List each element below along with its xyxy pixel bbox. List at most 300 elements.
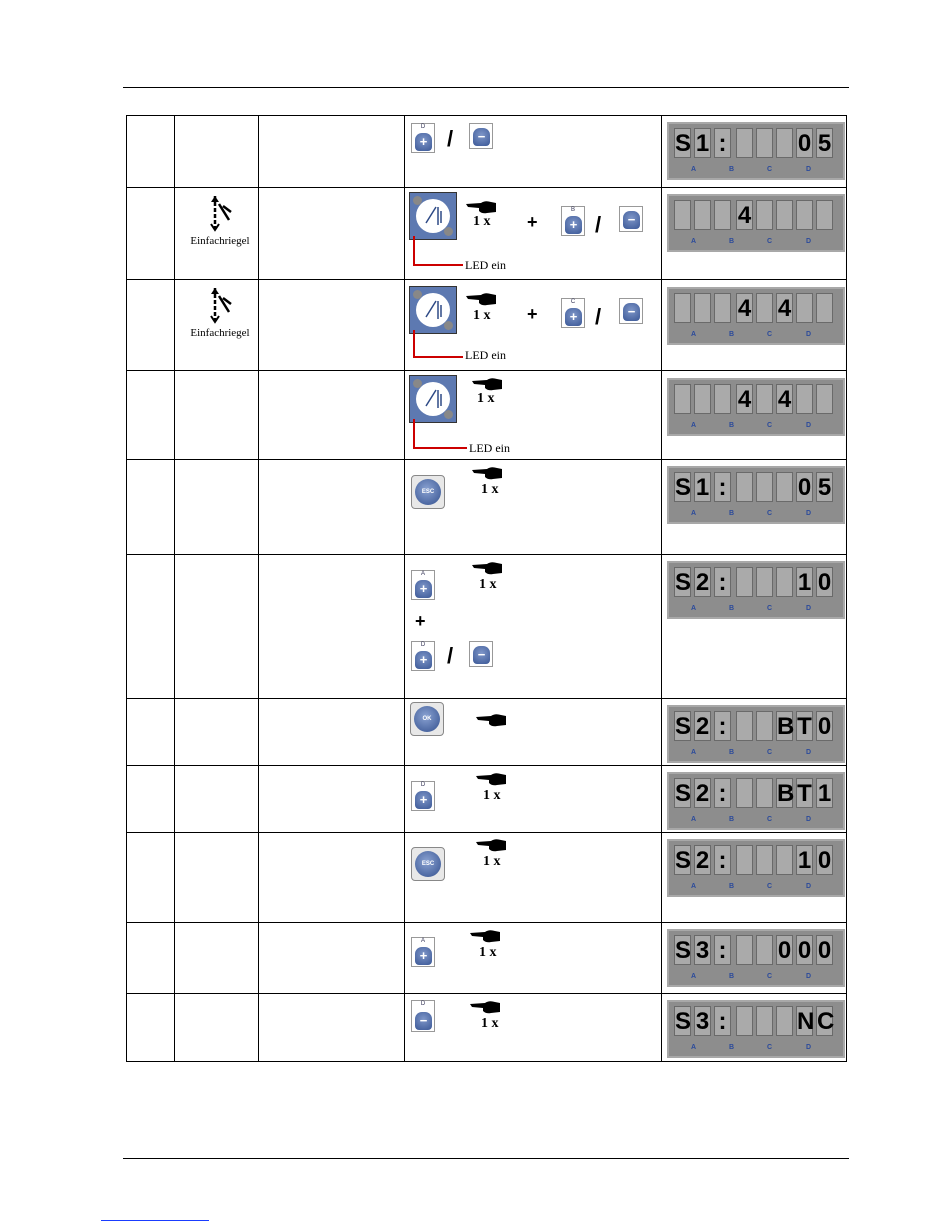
lcd-digit [756, 567, 773, 597]
action-cell [405, 994, 662, 1062]
cell-content [175, 833, 258, 922]
symbol-cell [175, 188, 259, 280]
cell-content [259, 555, 404, 698]
slash-sign: / [595, 212, 602, 237]
press-count: 1 x [481, 482, 499, 497]
lcd-digit [714, 293, 731, 323]
lcd-column-label: A [691, 973, 697, 980]
cell-content [175, 460, 258, 554]
footer-rule [123, 1158, 849, 1159]
pointing-hand-icon [475, 838, 507, 852]
step-number-cell [127, 371, 175, 460]
lcd-digit: 4 [777, 295, 792, 322]
lcd-digit: S [675, 130, 692, 157]
lcd-column-label: A [691, 1044, 697, 1051]
cell-content [662, 371, 846, 459]
pointing-hand-icon [469, 1000, 501, 1014]
cell-content [405, 555, 661, 698]
lcd-digit: 4 [777, 386, 792, 413]
lcd-digit: T [797, 713, 812, 740]
lcd-digit: : [714, 935, 731, 965]
display-cell [662, 833, 847, 923]
step-number-cell [127, 555, 175, 699]
lcd-digit: S [675, 847, 692, 874]
bartack-icon [205, 194, 235, 232]
minus-key-icon[interactable] [469, 123, 493, 149]
lcd-column-label: A [691, 749, 697, 756]
lcd-digit [796, 384, 813, 414]
lcd-column-label: B [729, 166, 735, 173]
lcd-column-label: A [691, 238, 697, 245]
lcd-column-labels [669, 422, 843, 434]
cell-content [662, 188, 846, 279]
lcd-display [667, 122, 845, 180]
esc-key-icon[interactable] [411, 847, 445, 881]
lcd-digit: 1 [695, 474, 710, 501]
lcd-digit: S [675, 1008, 692, 1035]
display-cell [662, 188, 847, 280]
action-cell [405, 555, 662, 699]
cell-content [405, 994, 661, 1061]
table-row [127, 699, 847, 766]
lcd-column-label: C [767, 331, 773, 338]
cell-content [175, 923, 258, 993]
cell-content [662, 994, 846, 1061]
lcd-digit [694, 384, 711, 414]
lcd-digit: : [714, 128, 731, 158]
cell-content [405, 833, 661, 922]
symbol-cell [175, 116, 259, 188]
plus-key-icon[interactable] [411, 570, 435, 600]
einfachriegel-symbol [181, 286, 259, 339]
lcd-digit [816, 200, 833, 230]
key-cap: + [415, 133, 432, 151]
lcd-digit: : [714, 567, 731, 597]
lcd-column-labels [669, 238, 843, 250]
lcd-display [667, 561, 845, 619]
symbol-cell [175, 555, 259, 699]
lcd-column-label: A [691, 510, 697, 517]
lcd-digit [776, 128, 793, 158]
display-cell [662, 460, 847, 555]
lcd-display [667, 1000, 845, 1058]
key-cap: − [623, 303, 640, 321]
slash-sign: / [595, 304, 602, 329]
lcd-column-label: C [767, 973, 773, 980]
cell-content [127, 766, 174, 832]
cell-content [662, 699, 846, 765]
action-cell [405, 766, 662, 833]
display-cell [662, 555, 847, 699]
lcd-digit: 2 [695, 780, 710, 807]
cell-content [175, 116, 258, 187]
lcd-column-label: B [729, 510, 735, 517]
footer-link-underline [101, 1220, 209, 1221]
cell-content [127, 923, 174, 993]
cell-content [662, 280, 846, 370]
lcd-digit: 0 [817, 713, 832, 740]
lcd-digit: S [675, 474, 692, 501]
action-cell [405, 833, 662, 923]
key-cap: + [415, 580, 432, 598]
lcd-column-label: D [806, 816, 812, 823]
press-count: 1 x [479, 577, 497, 592]
table-row [127, 371, 847, 460]
lcd-digit [756, 200, 773, 230]
description-cell [259, 699, 405, 766]
pointing-hand-icon [465, 200, 497, 214]
lcd-column-label: D [806, 422, 812, 429]
lcd-digit [796, 293, 813, 323]
lcd-display [667, 287, 845, 345]
lcd-digit [736, 845, 753, 875]
lcd-column-label: D [806, 973, 812, 980]
lcd-column-label: B [729, 422, 735, 429]
key-letter: D [420, 642, 426, 648]
lcd-digit [756, 778, 773, 808]
key-cap: + [565, 308, 582, 326]
plus-key-icon[interactable] [561, 206, 585, 236]
lcd-column-label: B [729, 749, 735, 756]
symbol-cell [175, 460, 259, 555]
key-letter: B [570, 207, 575, 213]
lcd-column-label: A [691, 816, 697, 823]
cell-content [127, 280, 174, 370]
lcd-digit: : [714, 845, 731, 875]
plus-key-icon[interactable] [411, 781, 435, 811]
lcd-digit [714, 384, 731, 414]
lcd-digit: 2 [695, 569, 710, 596]
plus-key-icon[interactable] [411, 937, 435, 967]
step-number-cell [127, 116, 175, 188]
lcd-digit: T [797, 780, 812, 807]
minus-key-icon[interactable] [469, 641, 493, 667]
lcd-column-label: A [691, 422, 697, 429]
lcd-column-label: B [729, 331, 735, 338]
lcd-digit: 2 [695, 847, 710, 874]
lcd-digit: N [797, 1008, 815, 1035]
lcd-column-label: B [729, 238, 735, 245]
lcd-column-label: D [806, 166, 812, 173]
description-cell [259, 994, 405, 1062]
table-row [127, 280, 847, 371]
cell-content [662, 460, 846, 554]
cell-content [405, 923, 661, 993]
lcd-digit [816, 384, 833, 414]
table-row [127, 833, 847, 923]
lcd-digit [796, 200, 813, 230]
lcd-column-label: C [767, 1044, 773, 1051]
lcd-digit [756, 293, 773, 323]
lcd-digit [756, 472, 773, 502]
cell-content [175, 188, 258, 279]
lcd-digit: : [714, 1006, 731, 1036]
cell-content [175, 371, 258, 459]
lcd-digit [776, 845, 793, 875]
table-row [127, 994, 847, 1062]
lcd-digit: C [817, 1008, 835, 1035]
pointing-hand-icon [465, 292, 497, 306]
press-count: 1 x [477, 391, 495, 406]
lcd-digit [756, 935, 773, 965]
header-rule [123, 87, 849, 88]
action-cell [405, 460, 662, 555]
press-count: 1 x [481, 1016, 499, 1031]
lcd-display [667, 466, 845, 524]
cell-content [259, 833, 404, 922]
plus-sign: + [415, 611, 426, 631]
lcd-column-label: D [806, 883, 812, 890]
key-cap: + [415, 791, 432, 809]
key-letter: D [420, 124, 426, 130]
lcd-column-label: A [691, 166, 697, 173]
pointing-hand-icon [469, 929, 501, 943]
lcd-digit: 1 [797, 569, 812, 596]
display-cell [662, 371, 847, 460]
pointing-hand-icon [471, 377, 503, 391]
lcd-digit: 0 [797, 937, 812, 964]
lcd-display [667, 378, 845, 436]
plus-key-icon[interactable] [561, 298, 585, 328]
einfachriegel-symbol [181, 194, 259, 247]
lcd-display [667, 772, 845, 830]
key-cap: − [473, 128, 490, 146]
lcd-digit [674, 293, 691, 323]
table-row [127, 923, 847, 994]
description-cell [259, 555, 405, 699]
lcd-digit [714, 200, 731, 230]
lcd-digit [674, 200, 691, 230]
cell-content [127, 188, 174, 279]
symbol-label: Einfachriegel [190, 327, 250, 339]
key-letter: D [420, 782, 426, 788]
lcd-digit: : [714, 778, 731, 808]
lcd-digit: 0 [817, 569, 832, 596]
cell-content [405, 371, 661, 459]
cell-content [405, 699, 661, 765]
step-number-cell [127, 923, 175, 994]
key-cap: − [415, 1012, 432, 1030]
lcd-digit [776, 1006, 793, 1036]
cell-content [259, 766, 404, 832]
lcd-column-label: B [729, 605, 735, 612]
lcd-column-label: B [729, 1044, 735, 1051]
lcd-digit [694, 200, 711, 230]
symbol-cell [175, 994, 259, 1062]
step-number-cell [127, 699, 175, 766]
lcd-column-labels [669, 1044, 843, 1056]
key-face: ESC [415, 479, 441, 505]
minus-key-icon[interactable] [619, 298, 643, 324]
lcd-digit [756, 128, 773, 158]
program-key-cd-icon[interactable] [409, 286, 457, 334]
cell-content [405, 116, 661, 187]
lcd-digit [736, 778, 753, 808]
description-cell [259, 188, 405, 280]
pointing-hand-icon [475, 772, 507, 786]
pointing-hand-icon [471, 561, 503, 575]
lcd-column-label: C [767, 422, 773, 429]
lcd-column-labels [669, 605, 843, 617]
symbol-cell [175, 699, 259, 766]
lcd-digit [736, 935, 753, 965]
cell-content [662, 923, 846, 993]
lcd-display [667, 839, 845, 897]
lcd-column-labels [669, 749, 843, 761]
cell-content [127, 994, 174, 1061]
cell-content [405, 460, 661, 554]
cell-content [662, 766, 846, 832]
sewing-key-icon[interactable] [409, 375, 457, 423]
lcd-digit: S [675, 569, 692, 596]
action-cell [405, 280, 662, 371]
program-key-b-icon[interactable] [409, 192, 457, 240]
lcd-column-label: B [729, 973, 735, 980]
lcd-digit [756, 711, 773, 741]
lcd-digit: 4 [737, 202, 752, 229]
action-cell [405, 923, 662, 994]
lcd-digit: 3 [695, 937, 710, 964]
minus-key-icon[interactable] [411, 1000, 435, 1032]
minus-key-icon[interactable] [619, 206, 643, 232]
lcd-digit: 0 [777, 937, 792, 964]
lcd-column-label: C [767, 883, 773, 890]
action-cell [405, 188, 662, 280]
key-cap: − [623, 211, 640, 229]
action-cell [405, 371, 662, 460]
lcd-display [667, 194, 845, 252]
lcd-digit [756, 384, 773, 414]
lcd-digit: 0 [817, 847, 832, 874]
press-count: 1 x [483, 854, 501, 869]
step-number-cell [127, 833, 175, 923]
action-cell [405, 699, 662, 766]
cell-content [175, 699, 258, 765]
lcd-digit [694, 293, 711, 323]
cell-content [405, 766, 661, 832]
cell-content [175, 766, 258, 832]
description-cell [259, 460, 405, 555]
symbol-label: Einfachriegel [190, 235, 250, 247]
cell-content [405, 280, 661, 370]
lcd-column-label: D [806, 605, 812, 612]
lcd-digit [776, 472, 793, 502]
lcd-column-labels [669, 331, 843, 343]
display-cell [662, 766, 847, 833]
lcd-display [667, 929, 845, 987]
lcd-digit: : [714, 711, 731, 741]
lcd-column-labels [669, 883, 843, 895]
lcd-digit [776, 200, 793, 230]
description-cell [259, 280, 405, 371]
display-cell [662, 116, 847, 188]
cell-content [259, 994, 404, 1061]
esc-key-icon[interactable] [411, 475, 445, 509]
cell-content [127, 371, 174, 459]
description-cell [259, 923, 405, 994]
cell-content [662, 555, 846, 698]
lcd-digit: 5 [817, 474, 832, 501]
led-label: LED ein [465, 258, 506, 272]
plus-key-icon[interactable] [411, 641, 435, 671]
display-cell [662, 699, 847, 766]
lcd-column-label: C [767, 605, 773, 612]
press-count: 1 x [479, 945, 497, 960]
lcd-digit [674, 384, 691, 414]
lcd-digit [756, 1006, 773, 1036]
cell-content [662, 116, 846, 187]
lcd-digit: 0 [797, 474, 812, 501]
key-letter: A [420, 938, 425, 944]
lcd-column-label: A [691, 605, 697, 612]
lcd-digit: S [675, 780, 692, 807]
lcd-digit: 4 [737, 386, 752, 413]
lcd-column-label: C [767, 816, 773, 823]
cell-content [127, 699, 174, 765]
step-number-cell [127, 280, 175, 371]
cell-content [259, 280, 404, 370]
lcd-column-labels [669, 166, 843, 178]
lcd-column-label: D [806, 749, 812, 756]
key-face: ESC [415, 851, 441, 877]
lcd-digit [816, 293, 833, 323]
step-number-cell [127, 460, 175, 555]
led-indicator-line [413, 236, 463, 266]
lcd-column-label: D [806, 331, 812, 338]
display-cell [662, 280, 847, 371]
cell-content [175, 994, 258, 1061]
description-cell [259, 371, 405, 460]
lcd-digit [736, 472, 753, 502]
cell-content [662, 833, 846, 922]
lcd-digit: 4 [737, 295, 752, 322]
symbol-cell [175, 766, 259, 833]
pointing-hand-icon [471, 466, 503, 480]
plus-sign: + [527, 212, 538, 232]
cell-content [259, 923, 404, 993]
table-row [127, 188, 847, 280]
ok-key-icon[interactable] [410, 702, 444, 736]
led-indicator-line [413, 330, 463, 358]
lcd-column-label: D [806, 1044, 812, 1051]
lcd-column-label: C [767, 166, 773, 173]
press-count: 1 x [483, 788, 501, 803]
lcd-digit: S [675, 713, 692, 740]
cell-content [405, 188, 661, 279]
cell-content [175, 555, 258, 698]
table-row [127, 460, 847, 555]
lcd-digit [736, 1006, 753, 1036]
key-letter: C [570, 299, 576, 305]
press-count: 1 x [473, 214, 491, 229]
cell-content [175, 280, 258, 370]
lcd-digit [776, 567, 793, 597]
slash-sign: / [447, 643, 454, 668]
lcd-display [667, 705, 845, 763]
lcd-digit: B [777, 713, 795, 740]
lcd-digit: S [675, 937, 692, 964]
cell-content [127, 460, 174, 554]
lcd-column-label: A [691, 331, 697, 338]
plus-key-icon[interactable] [411, 123, 435, 153]
led-label: LED ein [465, 348, 506, 362]
key-letter: A [420, 571, 425, 577]
key-face: OK [414, 706, 440, 732]
action-cell [405, 116, 662, 188]
lcd-digit: 5 [817, 130, 832, 157]
led-label: LED ein [469, 441, 510, 455]
symbol-cell [175, 371, 259, 460]
